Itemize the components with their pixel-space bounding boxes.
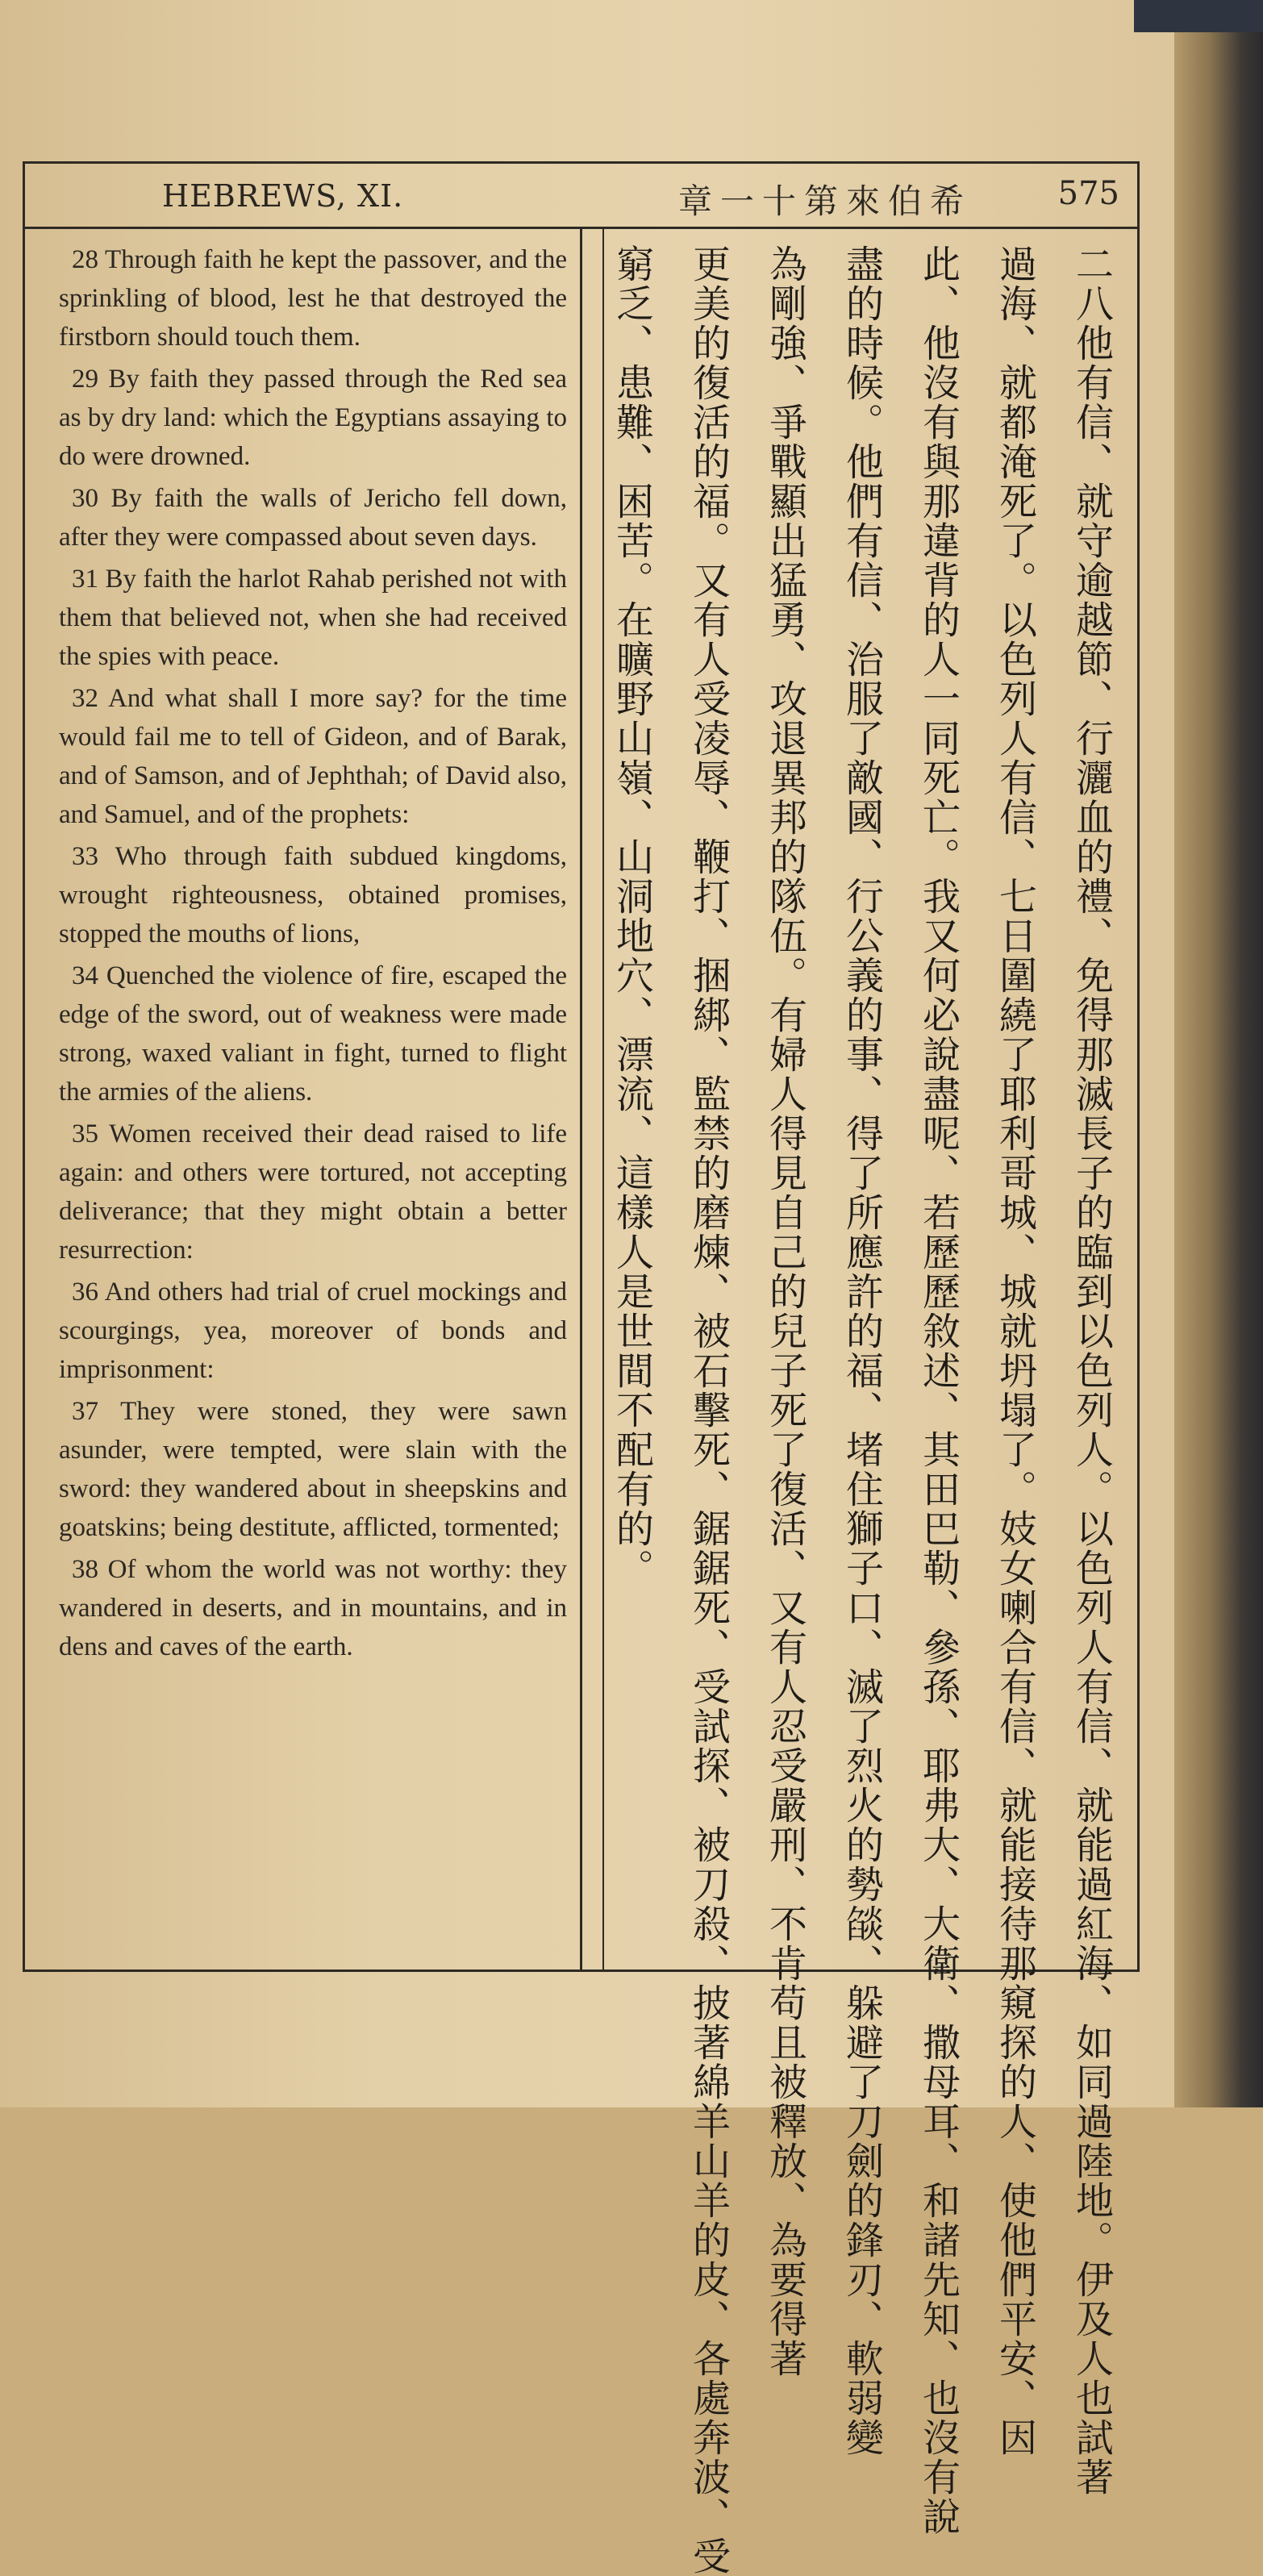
verse-36: 36 And others had trial of cruel mockings and scourgings, yea, moreover of bonds and imprisonment:	[59, 1278, 567, 1384]
verse-31: 31 By faith the harlot Rahab perished not with them that believed not, when she had received the spies with peace.	[59, 565, 567, 671]
verse-38: 38 Of whom the world was not worthy: they wandered in deserts, and in mountains, and in dens and caves of the earth.	[59, 1555, 567, 1661]
chinese-line-6: 更美的復活的福。又有人受凌辱、鞭打、捆綁、監禁的磨煉、被石擊死、鋸鋸死、受試探、被刀殺、披著綿羊山羊的皮、各處奔波、受	[686, 244, 731, 2576]
verse-29: 29 By faith they passed through the Red sea as by dry land: which the Egyptians assaying to do were drowned.	[59, 365, 567, 471]
verse-34: 34 Quenched the violence of fire, escaped the edge of the sword, out of weakness were made strong, waxed valiant in fight, turned to flight the armies of the aliens.	[59, 961, 567, 1107]
verse-35: 35 Women received their dead raised to life again: and others were tortured, not accepting deliverance; that they might obtain a better resurrection:	[59, 1119, 567, 1265]
english-text-column	[59, 240, 567, 1669]
verse-28: 28 Through faith he kept the passover, and the sprinkling of blood, lest he that destroyed the firstborn should touch them.	[59, 245, 567, 352]
verse-30: 30 By faith the walls of Jericho fell down, after they were compassed about seven days.	[59, 484, 567, 552]
chinese-text-column	[610, 244, 1130, 2576]
chinese-line-3: 此、他沒有與那違背的人一同死亡。我又何必說盡呢、若歷歷敘述、其田巴勒、參孫、耶弗大、大衛、撒母耳、和諸先知、也沒有說	[916, 244, 961, 2536]
verse-37: 37 They were stoned, they were sawn asunder, were tempted, were slain with the sword: they wandered about in sheepskins and goatskins; being destitute, afflicted, tormented;	[59, 1397, 567, 1542]
chinese-line-5: 為剛強、爭戰顯出猛勇、攻退異邦的隊伍。有婦人得見自己的兒子死了復活、又有人忍受嚴刑、不肯苟且被釋放、為要得著	[763, 244, 807, 2378]
page-frame	[23, 161, 1140, 2576]
chinese-line-1: 二八他有信、就守逾越節、行灑血的禮、免得那滅長子的臨到以色列人。以色列人有信、就能過紅海、如同過陸地。伊及人也試著	[1069, 244, 1114, 2497]
binding-cover-edge	[1134, 0, 1263, 32]
book-binding	[1174, 0, 1263, 2107]
running-head-chinese: 章一十第來伯希	[678, 181, 973, 221]
chinese-line-2: 過海、就都淹死了。以色列人有信、七日圍繞了耶利哥城、城就坍塌了。妓女喇合有信、就能接待那窺探的人、使他們平安、因	[993, 244, 1037, 2457]
page-number: 575	[1057, 175, 1119, 212]
verse-32: 32 And what shall I more say? for the time would fail me to tell of Gideon, and of Barak, and of Samson, and of Jephthah; of David also, and Samuel, and of the prophets:	[59, 684, 567, 829]
verse-33: 33 Who through faith subdued kingdoms, wrought righteousness, obtained promises, stopped the mouths of lions,	[59, 842, 567, 948]
chinese-line-7: 窮乏、患難、困苦。在曠野山嶺、山洞地穴、漂流、這樣人是世間不配有的。	[610, 244, 654, 1588]
running-head-english: HEBREWS, XI.	[162, 178, 404, 214]
chinese-line-4: 盡的時候。他們有信、治服了敵國、行公義的事、得了所應許的福、堵住獅子口、滅了烈火的勢燄、躲避了刀劍的鋒刃、軟弱變	[840, 244, 884, 2457]
page-header	[25, 164, 1137, 229]
